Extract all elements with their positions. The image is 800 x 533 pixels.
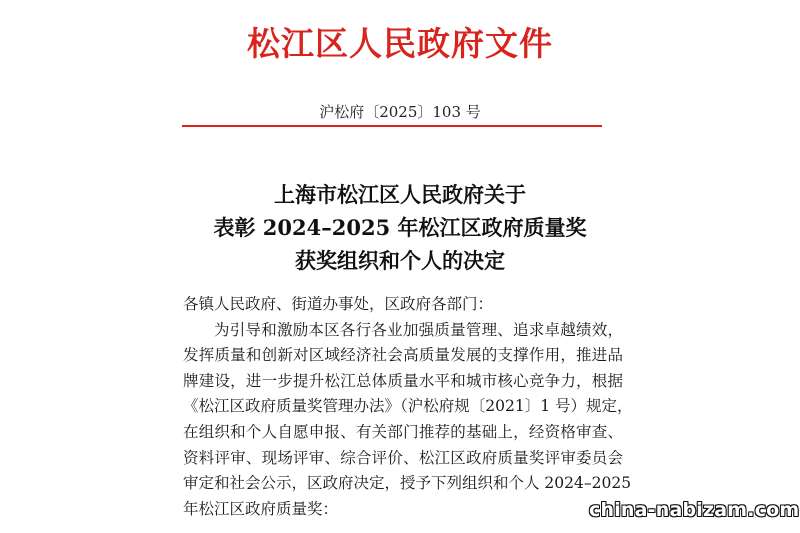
title-line: 表彰 2024–2025 年松江区政府质量奖 <box>213 215 587 240</box>
paragraph-line: 年松江区政府质量奖： <box>183 499 339 518</box>
red-divider-line <box>182 125 602 127</box>
paragraph-line: 为引导和激励本区各行各业加强质量管理、追求卓越绩效， <box>214 320 623 339</box>
title-line: 上海市松江区人民政府关于 <box>274 182 526 207</box>
document-number: 沪松府〔2025〕103 号 <box>319 103 481 121</box>
addressee-line: 各镇人民政府、街道办事处，区政府各部门： <box>183 295 494 313</box>
paragraph-line: 牌建设，进一步提升松江总体质量水平和城市核心竞争力，根据 <box>183 371 623 390</box>
paragraph-line: 审定和社会公示，区政府决定，授予下列组织和个人 2024–2025 <box>183 474 632 493</box>
site-watermark: china-nabizam.com <box>589 499 800 521</box>
title-line: 获奖组织和个人的决定 <box>295 248 505 273</box>
document-body <box>183 292 633 522</box>
paragraph-line: 《松江区政府质量奖管理办法》（沪松府规〔2021〕1 号）规定， <box>183 397 633 416</box>
paragraph-line: 资料评审、现场评审、综合评价、松江区政府质量奖评审委员会 <box>183 448 623 467</box>
paragraph-line: 发挥质量和创新对区域经济社会高质量发展的支撑作用，推进品 <box>183 346 623 365</box>
document-masthead: 松江区人民政府文件 <box>247 24 553 63</box>
document-title <box>0 178 800 277</box>
paragraph-line: 在组织和个人自愿申报、有关部门推荐的基础上，经资格审查、 <box>183 422 623 441</box>
